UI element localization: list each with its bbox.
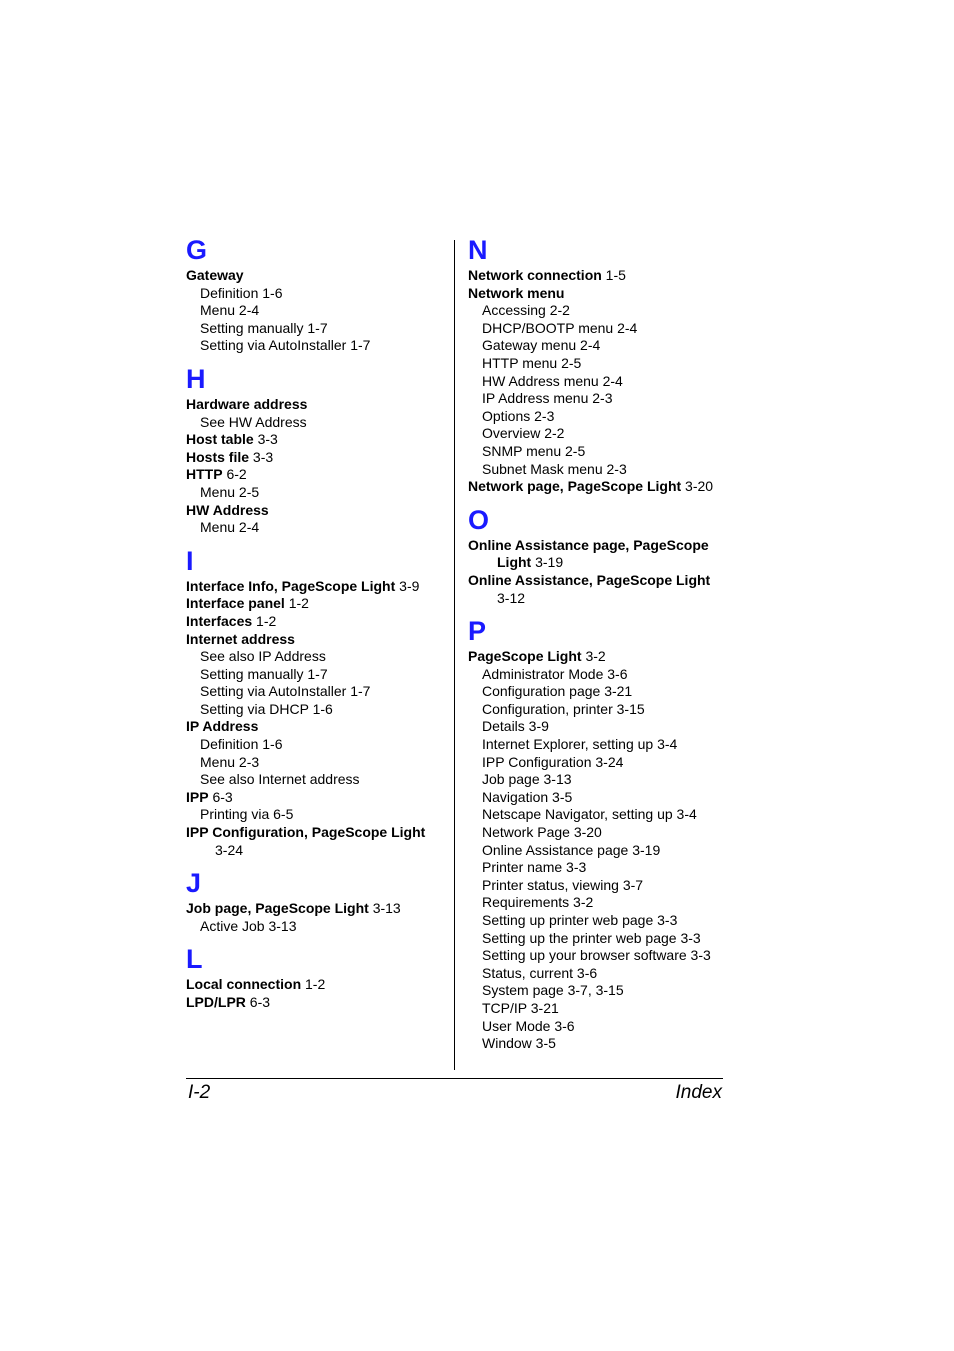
entry-term: Network menu: [468, 284, 565, 301]
index-subentry: Gateway menu 2-4: [482, 337, 601, 354]
index-subentry: Online Assistance page 3-19: [482, 841, 661, 858]
index-entry: [186, 449, 448, 467]
index-subentry: Details 3-9: [482, 718, 549, 735]
index-entry: [186, 466, 448, 484]
page-number: I-2: [188, 1082, 211, 1103]
index-entry: [186, 718, 448, 736]
index-entry: [468, 648, 738, 666]
entry-pages: 3-20: [681, 478, 714, 495]
index-column-right: [468, 236, 738, 1063]
index-entry: [186, 900, 448, 918]
entry-term: Interfaces: [186, 612, 253, 629]
index-subentry: Setting up the printer web page 3-3: [482, 929, 701, 946]
index-entry: [468, 285, 738, 303]
index-subentry: SNMP menu 2-5: [482, 442, 586, 459]
index-subentry: Printer name 3-3: [482, 859, 587, 876]
index-subentry: Requirements 3-2: [482, 894, 594, 911]
entry-term: HW Address: [186, 501, 269, 518]
index-subentry: Active Job 3-13: [200, 917, 297, 934]
index-subentry: TCP/IP 3-21: [482, 999, 559, 1016]
index-subentry: Menu 2-3: [200, 753, 260, 770]
index-entry-continuation: [468, 554, 738, 572]
index-subentry: Configuration page 3-21: [482, 683, 633, 700]
index-subentry: HTTP menu 2-5: [482, 354, 582, 371]
section-letter: P: [468, 616, 487, 647]
index-subentry: Window 3-5: [482, 1035, 556, 1052]
index-entry: [186, 613, 448, 631]
entry-term: HTTP: [186, 466, 223, 483]
entry-term: IPP Configuration, PageScope Light: [186, 824, 426, 841]
index-subentry: Menu 2-5: [200, 483, 260, 500]
footer-rule: [186, 1078, 723, 1079]
index-subentry: Administrator Mode 3-6: [482, 665, 628, 682]
section-letter: N: [468, 235, 488, 265]
index-subentry: Options 2-3: [482, 407, 555, 424]
section-title: Index: [675, 1082, 722, 1103]
index-subentry: Definition 1-6: [200, 736, 283, 753]
entry-term: Interface Info, PageScope Light: [186, 577, 396, 594]
index-subentry: HW Address menu 2-4: [482, 372, 623, 389]
index-entry: [186, 502, 448, 520]
index-entry: [186, 267, 448, 285]
index-section-p: [468, 617, 738, 1053]
entry-pages: 6-2: [222, 466, 247, 483]
index-subentry: Navigation 3-5: [482, 788, 573, 805]
index-subentry: Setting via DHCP 1-6: [200, 700, 333, 717]
index-section-j: [186, 869, 448, 935]
entry-pages: 3-19: [531, 554, 564, 571]
entry-pages: 3-3: [249, 448, 274, 465]
index-subentry: User Mode 3-6: [482, 1017, 575, 1034]
section-letter: H: [186, 363, 206, 394]
entry-term: Network page, PageScope Light: [468, 478, 682, 495]
index-subentry: Netscape Navigator, setting up 3-4: [482, 806, 697, 823]
section-letter: O: [468, 504, 490, 535]
entry-term: PageScope Light: [468, 648, 582, 665]
index-subentry: Network Page 3-20: [482, 824, 602, 841]
index-entry: [186, 976, 448, 994]
entry-pages: 1-2: [301, 976, 326, 993]
entry-term: Online Assistance page, PageScope: [468, 536, 709, 553]
index-subentry: Setting up your browser software 3-3: [482, 947, 711, 964]
entry-term: Online Assistance, PageScope Light: [468, 571, 711, 588]
entry-term: IP Address: [186, 718, 259, 735]
entry-term: IPP: [186, 788, 209, 805]
index-entry: [468, 267, 738, 285]
index-subentry: Printing via 6-5: [200, 806, 294, 823]
entry-term: Light: [497, 554, 532, 571]
index-entry: [186, 578, 448, 596]
index-subentry: Internet Explorer, setting up 3-4: [482, 736, 678, 753]
index-entry: [468, 478, 738, 496]
index-entry: [186, 789, 448, 807]
index-section-l: [186, 945, 448, 1011]
index-subentry: Menu 2-4: [200, 519, 260, 536]
entry-term: Host table: [186, 431, 254, 448]
index-section-i: [186, 547, 448, 860]
section-letter: G: [186, 235, 208, 265]
entry-pages: 1-5: [601, 267, 626, 283]
entry-pages: 6-3: [245, 994, 271, 1010]
index-column-left: [186, 236, 448, 1022]
index-section-o: [468, 506, 738, 607]
entry-pages: 3-3: [253, 431, 278, 448]
entry-term: LPD/LPR: [186, 994, 246, 1010]
index-entry: [186, 631, 448, 649]
index-subentry: See also Internet address: [200, 771, 360, 788]
index-subentry: Subnet Mask menu 2-3: [482, 460, 627, 477]
index-subentry: IP Address menu 2-3: [482, 390, 613, 407]
index-subentry: Definition 1-6: [200, 284, 283, 301]
index-entry: [468, 537, 738, 555]
index-subentry: Overview 2-2: [482, 425, 565, 442]
index-subentry: Setting manually 1-7: [200, 319, 328, 336]
index-entry-continuation: 3-12: [497, 589, 526, 606]
index-subentry: DHCP/BOOTP menu 2-4: [482, 319, 638, 336]
index-entry: [186, 595, 448, 613]
section-letter: I: [186, 545, 194, 576]
index-subentry: Setting manually 1-7: [200, 665, 328, 682]
entry-term: Internet address: [186, 630, 295, 647]
entry-term: Hardware address: [186, 395, 308, 412]
index-subentry: Menu 2-4: [200, 302, 260, 319]
entry-pages: 3-13: [368, 900, 401, 917]
index-subentry: Accessing 2-2: [482, 302, 570, 319]
column-divider: [454, 240, 455, 1070]
index-subentry: Configuration, printer 3-15: [482, 700, 645, 717]
index-subentry: See HW Address: [200, 413, 307, 430]
index-section-h: [186, 365, 448, 537]
entry-term: Local connection: [186, 976, 302, 993]
index-entry: [186, 396, 448, 414]
section-letter: L: [186, 944, 203, 975]
index-entry: [186, 431, 448, 449]
index-subentry: Setting via AutoInstaller 1-7: [200, 683, 371, 700]
entry-term: Network connection: [468, 267, 602, 283]
index-subentry: Setting up printer web page 3-3: [482, 912, 678, 928]
entry-term: Gateway: [186, 267, 244, 283]
index-entry-continuation: 3-24: [215, 841, 244, 858]
index-section-g: [186, 236, 448, 355]
index-subentry: Status, current 3-6: [482, 964, 598, 981]
index-subentry: See also IP Address: [200, 648, 326, 665]
entry-pages: 1-2: [252, 612, 277, 629]
entry-pages: 3-2: [581, 648, 606, 665]
entry-term: Interface panel: [186, 595, 285, 612]
entry-pages: 1-2: [284, 595, 309, 612]
entry-pages: 3-9: [395, 577, 420, 594]
section-letter: J: [186, 868, 202, 899]
index-subentry: Job page 3-13: [482, 771, 572, 788]
entry-pages: 6-3: [208, 788, 233, 805]
index-subentry: Setting via AutoInstaller 1-7: [200, 337, 371, 354]
entry-term: Hosts file: [186, 448, 250, 465]
index-section-n: [468, 236, 738, 496]
entry-term: Job page, PageScope Light: [186, 900, 369, 917]
index-entry: [468, 572, 738, 590]
index-subentry: IPP Configuration 3-24: [482, 753, 624, 770]
index-entry: [186, 824, 448, 842]
index-subentry: System page 3-7, 3-15: [482, 982, 624, 999]
index-subentry: Printer status, viewing 3-7: [482, 876, 644, 893]
index-entry: [186, 994, 448, 1012]
